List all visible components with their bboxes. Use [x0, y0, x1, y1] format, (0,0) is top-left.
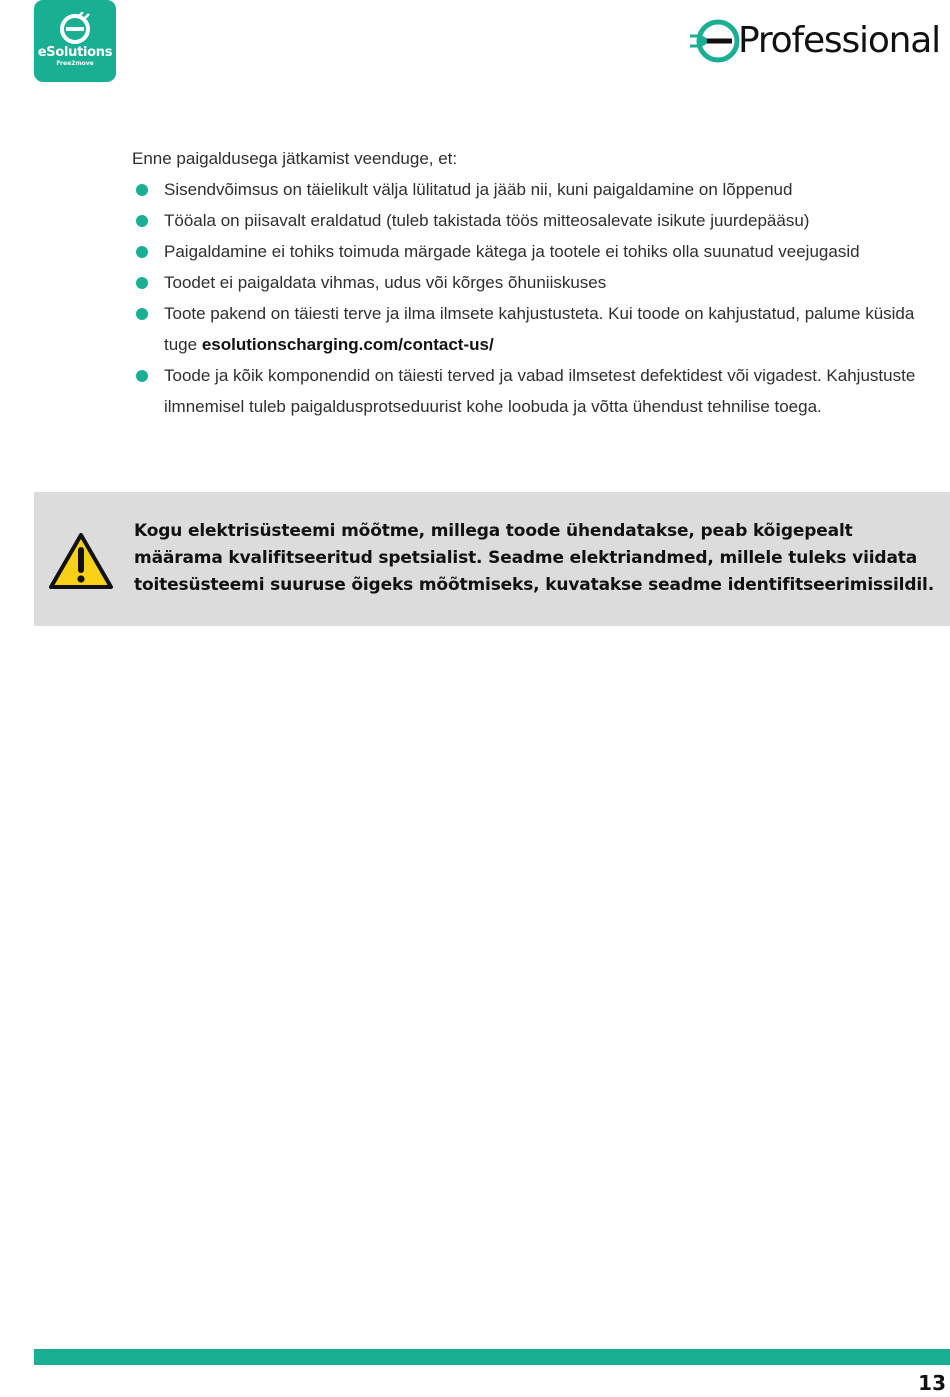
- footer-bar: [34, 1349, 950, 1365]
- page-number: 13: [918, 1371, 946, 1395]
- eprofessional-logo: [688, 16, 940, 66]
- warning-text: Kogu elektrisüsteemi mõõtme, millega toode ühendatakse, peab kõigepealt määrama kvalifitseeritud spetsialist. Seadme elektriandmed, millele tuleks viidata toitesüsteemi suuruse õigeks mõõtmiseks, kuvatakse seadme identifitseerimissildil.: [134, 521, 935, 595]
- support-link[interactable]: esolutionscharging.com/contact-us/: [201, 335, 494, 354]
- esolutions-e-icon: [57, 12, 93, 44]
- list-item-text: Tööala on piisavalt eraldatud (tuleb takistada töös mitteosalevate isikute juurdepääsu): [164, 211, 810, 230]
- intro-text: Enne paigaldusega jätkamist veenduge, et:: [132, 149, 458, 168]
- warning-triangle-icon: [48, 532, 114, 590]
- list-item-text: Toodet ei paigaldata vihmas, udus või kõrges õhuniiskuses: [164, 273, 607, 292]
- checklist: [132, 174, 950, 422]
- bullet-dot-icon: [136, 184, 148, 196]
- warning-box: [34, 492, 950, 626]
- content: [132, 143, 950, 422]
- list-item-text: Toote pakend on täiesti terve ja ilma ilmsete kahjustusteta. Kui toode on kahjustatud, palume küsida tuge: [164, 304, 915, 354]
- list-item: [132, 360, 950, 422]
- bullet-dot-icon: [136, 370, 148, 382]
- bullet-dot-icon: [136, 308, 148, 320]
- esolutions-logo: [34, 0, 116, 82]
- list-item: [132, 298, 950, 360]
- list-item: [132, 267, 950, 298]
- list-item-text: Sisendvõimsus on täielikult välja lülitatud ja jääb nii, kuni paigaldamine on lõppenud: [164, 180, 793, 199]
- esolutions-sub: Free2move: [56, 60, 94, 67]
- esolutions-brand: eSolutions: [37, 45, 113, 60]
- eprofessional-e-icon: [688, 16, 740, 66]
- bullet-dot-icon: [136, 246, 148, 258]
- list-item-text: Paigaldamine ei tohiks toimuda märgade kätega ja tootele ei tohiks olla suunatud veejugasid: [164, 242, 860, 261]
- bullet-dot-icon: [136, 215, 148, 227]
- list-item: [132, 174, 950, 205]
- bullet-dot-icon: [136, 277, 148, 289]
- list-item: [132, 205, 950, 236]
- list-item-text: Toode ja kõik komponendid on täiesti terved ja vabad ilmsetest defektidest või vigadest. Kahjustuste ilmnemisel tuleb paigaldusprotseduurist kohe loobuda ja võtta ühendust tehnilise toega.: [164, 366, 916, 416]
- list-item: [132, 236, 950, 267]
- eprofessional-word: Professional: [738, 20, 940, 61]
